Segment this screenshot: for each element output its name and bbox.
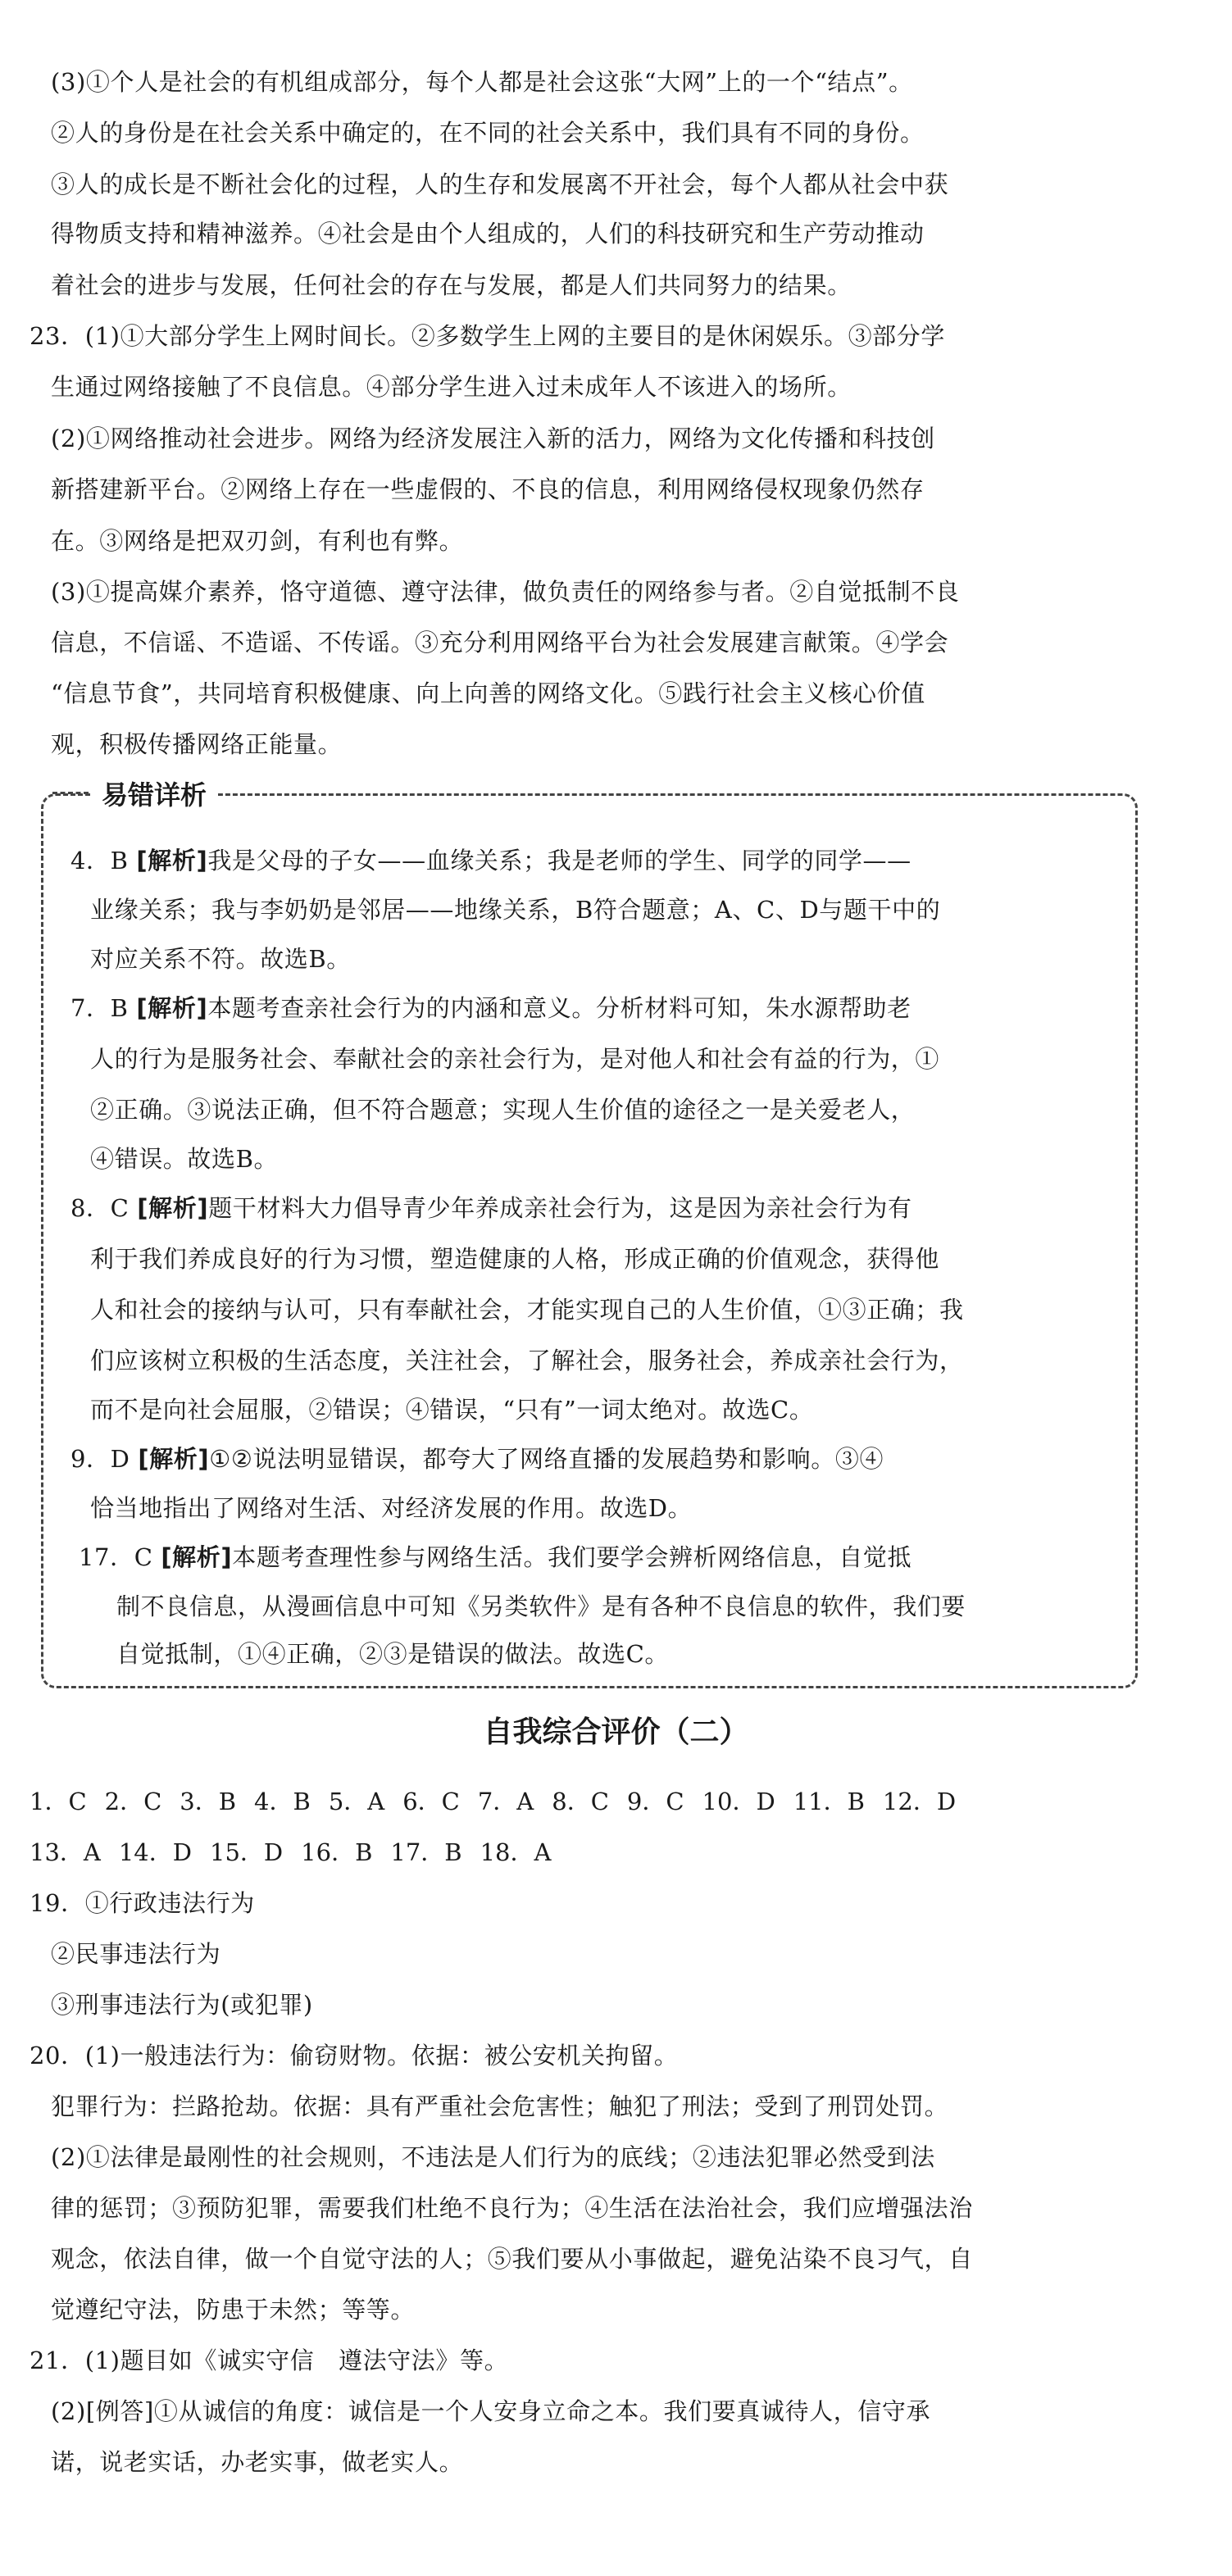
item-head: 4．B	[70, 847, 129, 875]
box-line	[70, 1192, 912, 1224]
analysis-tag: [解析]	[138, 1445, 210, 1473]
box-line: 而不是向社会屈服，②错误；④错误，“只有”一词太绝对。故选C。	[90, 1396, 814, 1424]
analysis-tag: [解析]	[136, 994, 208, 1022]
text-line: 23．(1)①大部分学生上网时间长。②多数学生上网的主要目的是休闲娱乐。③部分学	[30, 322, 945, 350]
analysis-tag: [解析]	[137, 1194, 209, 1222]
answer-item: 10．D	[702, 1788, 775, 1815]
text-line: ③刑事违法行为(或犯罪)	[51, 1991, 313, 2019]
box-line: 业缘关系；我与李奶奶是邻居——地缘关系，B符合题意；A、C、D与题干中的	[90, 896, 941, 924]
item-head: 7．B	[70, 994, 129, 1022]
text-line: 观，积极传播网络正能量。	[51, 730, 343, 758]
answer-row	[30, 1785, 974, 1818]
answer-item: 15．D	[210, 1838, 284, 1866]
answer-item: 12．D	[882, 1788, 957, 1815]
box-line: ②正确。③说法正确，但不符合题意；实现人生价值的途径之一是关爱老人，	[90, 1096, 916, 1124]
text-line: 生通过网络接触了不良信息。④部分学生进入过未成年人不该进入的场所。	[51, 373, 852, 401]
box-line: ④错误。故选B。	[90, 1145, 279, 1173]
text-line: (2)①法律是最刚性的社会规则，不违法是人们行为的底线；②违法犯罪必然受到法	[51, 2143, 935, 2171]
item-head: 9．D	[70, 1445, 130, 1473]
answer-item: 9．C	[626, 1788, 684, 1815]
box-line: 自觉抵制，①④正确，②③是错误的做法。故选C。	[116, 1640, 669, 1668]
answer-row	[30, 1836, 569, 1869]
answer-item: 2．C	[104, 1788, 162, 1815]
box-line	[70, 992, 911, 1024]
text-line: (2)①网络推动社会进步。网络为经济发展注入新的活力，网络为文化传播和科技创	[51, 425, 935, 452]
text-line: 律的惩罚；③预防犯罪，需要我们杜绝不良行为；④生活在法治社会，我们应增强法治	[51, 2194, 973, 2222]
text-line: ②民事违法行为	[51, 1940, 221, 1968]
text-line: 新搭建新平台。②网络上存在一些虚假的、不良的信息，利用网络侵权现象仍然存	[51, 475, 925, 503]
item-head: 17．C	[79, 1543, 153, 1571]
answer-item: 13．A	[30, 1838, 101, 1866]
text-line: 诺，说老实话，办老实事，做老实人。	[51, 2448, 464, 2476]
text-line: ③人的成长是不断社会化的过程，人的生存和发展离不开社会，每个人都从社会中获	[51, 170, 949, 198]
text-line: 20．(1)一般违法行为：偷窃财物。依据：被公安机关拘留。	[30, 2042, 679, 2069]
text-line: (3)①提高媒介素养，恪守道德、遵守法律，做负责任的网络参与者。②自觉抵制不良	[51, 578, 960, 606]
text-line: 得物质支持和精神滋养。④社会是由个人组成的，人们的科技研究和生产劳动推动	[51, 220, 925, 248]
item-text: 本题考查亲社会行为的内涵和意义。分析材料可知，朱水源帮助老	[207, 994, 911, 1022]
text-line: “信息节食”，共同培育积极健康、向上向善的网络文化。⑤践行社会主义核心价值	[51, 679, 925, 707]
answer-item: 7．A	[477, 1788, 534, 1815]
box-line: 利于我们养成良好的行为习惯，塑造健康的人格，形成正确的价值观念，获得他	[90, 1245, 940, 1273]
text-line: 着社会的进步与发展，任何社会的存在与发展，都是人们共同努力的结果。	[51, 271, 852, 299]
answer-item: 8．C	[552, 1788, 609, 1815]
box-line	[70, 1442, 884, 1475]
box-title-decoration	[52, 792, 89, 794]
answer-item: 17．B	[390, 1838, 462, 1866]
item-text: ①②说法明显错误，都夸大了网络直播的发展趋势和影响。③④	[209, 1445, 884, 1473]
text-line: ②人的身份是在社会关系中确定的，在不同的社会关系中，我们具有不同的身份。	[51, 119, 925, 147]
box-line: 对应关系不符。故选B。	[90, 945, 351, 973]
text-line: 在。③网络是把双刃剑，有利也有弊。	[51, 527, 464, 555]
text-line: (3)①个人是社会的有机组成部分，每个人都是社会这张“大网”上的一个“结点”。	[51, 68, 913, 96]
item-head: 8．C	[70, 1194, 130, 1222]
box-line: 人的行为是服务社会、奉献社会的亲社会行为，是对他人和社会有益的行为，①	[90, 1045, 940, 1073]
answer-item: 3．B	[180, 1788, 237, 1815]
text-line: (2)[例答]①从诚信的角度：诚信是一个人安身立命之本。我们要真诚待人，信守承	[51, 2397, 931, 2425]
answer-item: 4．B	[254, 1788, 311, 1815]
answer-item: 6．C	[402, 1788, 460, 1815]
text-line: 19．①行政违法行为	[30, 1889, 255, 1917]
answer-item: 14．D	[118, 1838, 193, 1866]
box-line: 人和社会的接纳与认可，只有奉献社会，才能实现自己的人生价值，①③正确；我	[90, 1296, 964, 1324]
box-line: 制不良信息，从漫画信息中可知《另类软件》是有各种不良信息的软件，我们要	[116, 1592, 966, 1620]
box-title: 易错详析	[90, 777, 218, 813]
text-line: 观念，依法自律，做一个自觉守法的人；⑤我们要从小事做起，避免沾染不良习气，自	[51, 2245, 973, 2273]
answer-item: 16．B	[301, 1838, 373, 1866]
answer-item: 5．A	[328, 1788, 385, 1815]
text-line: 21．(1)题目如《诚实守信 遵法守法》等。	[30, 2347, 509, 2374]
analysis-tag: [解析]	[161, 1543, 233, 1571]
item-text: 本题考查理性参与网络生活。我们要学会辨析网络信息，自觉抵	[232, 1543, 912, 1571]
box-line: 们应该树立积极的生活态度，关注社会，了解社会，服务社会，养成亲社会行为，	[90, 1347, 964, 1374]
text-line: 觉遵纪守法，防患于未然；等等。	[51, 2296, 416, 2324]
answer-item: 18．A	[480, 1838, 552, 1866]
text-line: 犯罪行为：拦路抢劫。依据：具有严重社会危害性；触犯了刑法；受到了刑罚处罚。	[51, 2092, 949, 2120]
box-line	[70, 844, 911, 877]
text-line: 信息，不信谣、不造谣、不传谣。③充分利用网络平台为社会发展建言献策。④学会	[51, 629, 949, 656]
item-text: 我是父母的子女——血缘关系；我是老师的学生、同学的同学——	[207, 847, 911, 875]
item-text: 题干材料大力倡导青少年养成亲社会行为，这是因为亲社会行为有	[208, 1194, 912, 1222]
box-line: 恰当地指出了网络对生活、对经济发展的作用。故选D。	[90, 1494, 693, 1522]
answer-item: 1．C	[30, 1788, 87, 1815]
analysis-tag: [解析]	[136, 847, 208, 875]
section-title: 自我综合评价（二）	[483, 1715, 749, 1749]
box-line	[79, 1541, 911, 1574]
answer-item: 11．B	[793, 1788, 865, 1815]
